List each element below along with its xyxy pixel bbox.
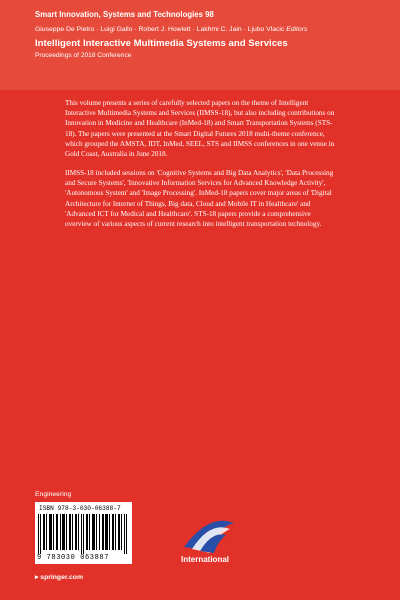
description-paragraph-1: This volume presents a series of carefully selected papers on the theme of Intelligent Interactive Multimedia Systems and Services (IIMSS-18), but also including contributions on Innovation in Medicine and Healthcare (InMed-18) and Smart Transportation Systems (STS-18). The papers were presented at the Smart Digital Futures 2018 multi-theme conference, which grouped the AMSTA, IDT, InMed, SEEL, STS and IIMSS conferences in one venue in Gold Coast, Australia in June 2018.: [65, 99, 335, 159]
series-title: Smart Innovation, Systems and Technologies 98: [35, 10, 214, 19]
barcode-number: 9 783030 063887: [37, 554, 110, 562]
editor-names: Giuseppe De Pietro · Luigi Gallo · Robert J. Howlett · Lakhmi C. Jain · Ljubo Vlacic: [35, 26, 285, 33]
barcode-icon: [38, 514, 129, 554]
barcode-area: [35, 502, 132, 564]
book-title: Intelligent Interactive Multimedia Systems and Services: [35, 38, 288, 49]
cover-header: [0, 0, 400, 90]
springer-link[interactable]: ▸ springer.com: [35, 574, 83, 581]
editors-suffix: Editors: [286, 26, 308, 33]
description-paragraph-2: IIMSS-18 included sessions on 'Cognitive Systems and Big Data Analytics', 'Data Processing and Secure Systems', 'Innovative Information Services for Advanced Knowledge Activity', 'Autonomous System' and 'Image Processing'. InMed-18 papers cover major areas of 'Digital Architecture for Internet of Things, Big data, Cloud and Mobile IT in Healthcare' and 'Advanced ICT for Medical and Healthcare'. STS-18 papers provide a comprehensive overview of various aspects of current research into intelligent transportation technology.: [65, 169, 334, 229]
editors-line: [35, 26, 307, 33]
logo-text: International: [181, 555, 230, 564]
isbn-label: ISBN 978-3-030-06388-7: [39, 505, 121, 512]
subject-label: Engineering: [35, 491, 72, 498]
book-subtitle: Proceedings of 2018 Conference: [35, 52, 132, 59]
